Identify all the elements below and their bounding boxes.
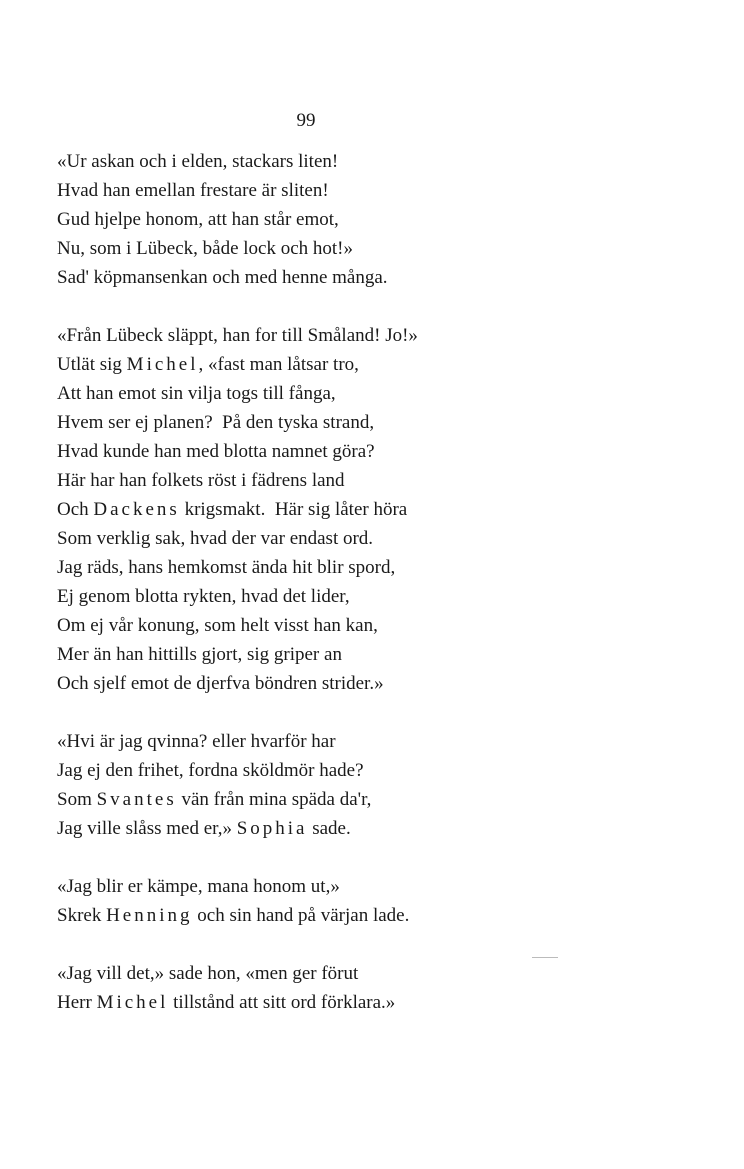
spaced-name: Svantes <box>96 789 177 810</box>
verse-line <box>57 553 418 582</box>
verse-line <box>57 611 418 640</box>
verse-line <box>57 640 418 669</box>
verse-text: Här har han folkets röst i fädrens land <box>57 470 345 491</box>
verse-text: Jag räds, hans hemkomst ända hit blir spord, <box>57 557 396 578</box>
verse-text: «Från Lübeck släppt, han for till Småland! Jo!» <box>57 325 418 346</box>
verse-text: Herr <box>57 992 97 1013</box>
verse-line <box>57 901 418 930</box>
verse-text: Ej genom blotta rykten, hvad det lider, <box>57 586 350 607</box>
verse-line <box>57 408 418 437</box>
verse-line <box>57 466 418 495</box>
verse-line <box>57 234 418 263</box>
verse-line <box>57 524 418 553</box>
spaced-name: Henning <box>106 905 193 926</box>
verse-text: vän från mina späda da'r, <box>176 789 372 810</box>
verse-text: Hvem ser ej planen? På den tyska strand, <box>57 412 375 433</box>
verse-line <box>57 147 418 176</box>
spaced-name: Michel <box>96 992 169 1013</box>
verse-text: «Jag vill det,» sade hon, «men ger förut <box>57 963 359 984</box>
poem-text <box>57 147 418 1046</box>
verse-text: och sin hand på värjan lade. <box>192 905 410 926</box>
stanza <box>57 959 418 1017</box>
verse-text: Jag ej den frihet, fordna sköldmör hade? <box>57 760 364 781</box>
verse-line <box>57 727 418 756</box>
verse-line <box>57 205 418 234</box>
verse-line <box>57 785 418 814</box>
verse-line <box>57 495 418 524</box>
spaced-name: Michel <box>126 354 199 375</box>
verse-text: Gud hjelpe honom, att han står emot, <box>57 209 339 230</box>
verse-line <box>57 350 418 379</box>
verse-text: krigsmakt. Här sig låter höra <box>179 499 408 520</box>
verse-line <box>57 988 418 1017</box>
spaced-name: Dackens <box>93 499 180 520</box>
scan-mark <box>532 957 558 958</box>
verse-text: Och <box>57 499 94 520</box>
verse-text: Jag ville slåss med er,» <box>57 818 237 839</box>
stanza <box>57 147 418 292</box>
verse-text: Skrek <box>57 905 107 926</box>
verse-line <box>57 582 418 611</box>
verse-line <box>57 756 418 785</box>
verse-line <box>57 263 418 292</box>
verse-line <box>57 669 418 698</box>
verse-text: Sad' köpmansenkan och med henne många. <box>57 267 388 288</box>
verse-line <box>57 379 418 408</box>
verse-text: Hvad han emellan frestare är sliten! <box>57 180 329 201</box>
verse-text: Och sjelf emot de djerfva böndren strider.» <box>57 673 384 694</box>
verse-text: Nu, som i Lübeck, både lock och hot!» <box>57 238 354 259</box>
verse-line <box>57 176 418 205</box>
spaced-name: Sophia <box>236 818 308 839</box>
verse-line <box>57 814 418 843</box>
verse-text: Om ej vår konung, som helt visst han kan, <box>57 615 378 636</box>
stanza <box>57 872 418 930</box>
verse-line <box>57 872 418 901</box>
stanza <box>57 321 418 698</box>
page-number: 99 <box>296 110 316 131</box>
verse-text: «Hvi är jag qvinna? eller hvarför har <box>57 731 336 752</box>
verse-text: tillstånd att sitt ord förklara.» <box>168 992 396 1013</box>
verse-line <box>57 321 418 350</box>
verse-text: sade. <box>307 818 351 839</box>
verse-text: Som <box>57 789 97 810</box>
verse-text: Som verklig sak, hvad der var endast ord. <box>57 528 374 549</box>
verse-text: Mer än han hittills gjort, sig griper an <box>57 644 342 665</box>
verse-line <box>57 437 418 466</box>
verse-text: Att han emot sin vilja togs till fånga, <box>57 383 336 404</box>
verse-text: «Ur askan och i elden, stackars liten! <box>57 151 339 172</box>
verse-line <box>57 959 418 988</box>
verse-text: Utlät sig <box>57 354 127 375</box>
verse-text: «Jag blir er kämpe, mana honom ut,» <box>57 876 340 897</box>
verse-text: Hvad kunde han med blotta namnet göra? <box>57 441 375 462</box>
stanza <box>57 727 418 843</box>
verse-text: , «fast man låtsar tro, <box>198 354 359 375</box>
